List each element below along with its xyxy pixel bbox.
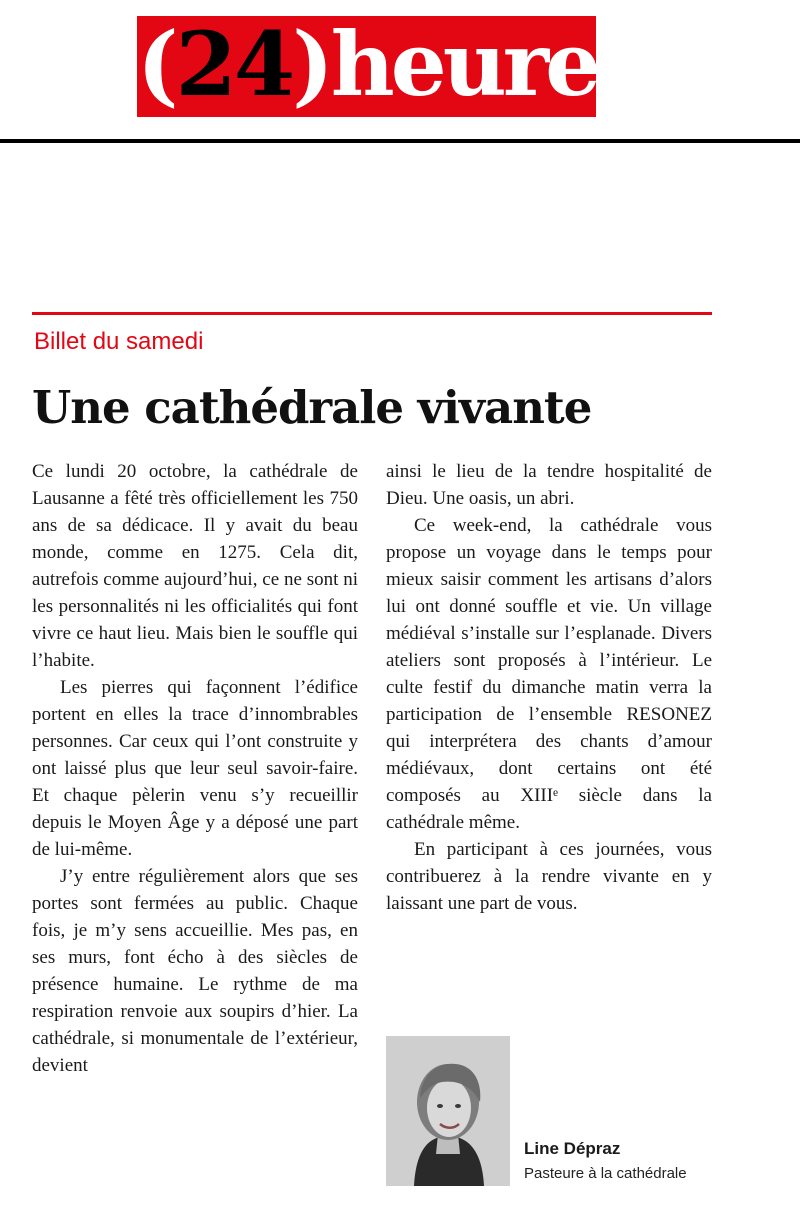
author-name: Line Dépraz [524,1139,621,1158]
section-kicker: Billet du samedi [34,328,204,355]
paragraph-3-end: ainsi le lieu de la tendre hospitalité de Dieu. Une oasis, un abri. [386,461,712,509]
logo-wordmark: (24)heures [137,12,643,116]
masthead-logo [137,12,643,117]
author-role: Pasteure à la cathédrale [524,1165,687,1182]
logo-word: heures [330,12,643,116]
article-column-left [32,458,358,1079]
paragraph-2: Les pierres qui façonnent l’édifice portent en elles la trace d’innombrables personnes. Car ceux qui l’ont construite y ont laissé plus que leur seul savoir-faire. Et chaque pèlerin venu s’y recueillir depuis le Moyen Âge y a déposé une part de lui-même. [32,677,358,860]
article-column-right [386,458,712,917]
paragraph-1: Ce lundi 20 octobre, la cathédrale de Lausanne a fêté très officiellement les 750 ans de sa dédicace. Il y avait du beau monde, comme en 1275. Cela dit, autrefois comme aujourd’hui, ce ne sont ni les personnalités ni les officialités qui font vivre ce haut lieu. Mais bien le souffle qui l’habite. [32,461,358,671]
paragraph-5: En participant à ces journées, vous contribuerez à la rendre vivante en y laissant une part de vous. [386,839,712,914]
logo-number: 24 [175,12,293,116]
paragraph-4: Ce week-end, la cathédrale vous propose un voyage dans le temps pour mieux saisir comment les artisans d’alors lui ont donné souffle et vie. Un village médiéval s’installe sur l’esplanade. Divers ateliers sont proposés à l’intérieur. Le culte festif du dimanche matin verra la participation de l’ensemble RESONEZ qui interprétera des chants d’amour médiévaux, dont certains ont été composés au XIIIᵉ siècle dans la cathédrale même. [386,515,712,833]
author-photo [386,1036,510,1186]
section-rule [32,312,712,315]
paragraph-3-start: J’y entre régulièrement alors que ses portes sont fermées au public. Chaque fois, je m’y sens accueillie. Mes pas, en ses murs, font écho à des siècles de présence humaine. Le rythme de ma respiration renvoie aux soupirs d’hier. La cathédrale, si monumentale de l’extérieur, devient [32,866,358,1076]
author-portrait-icon [386,1036,510,1186]
article-headline: Une cathédrale vivante [32,381,592,434]
masthead-divider [0,139,800,143]
